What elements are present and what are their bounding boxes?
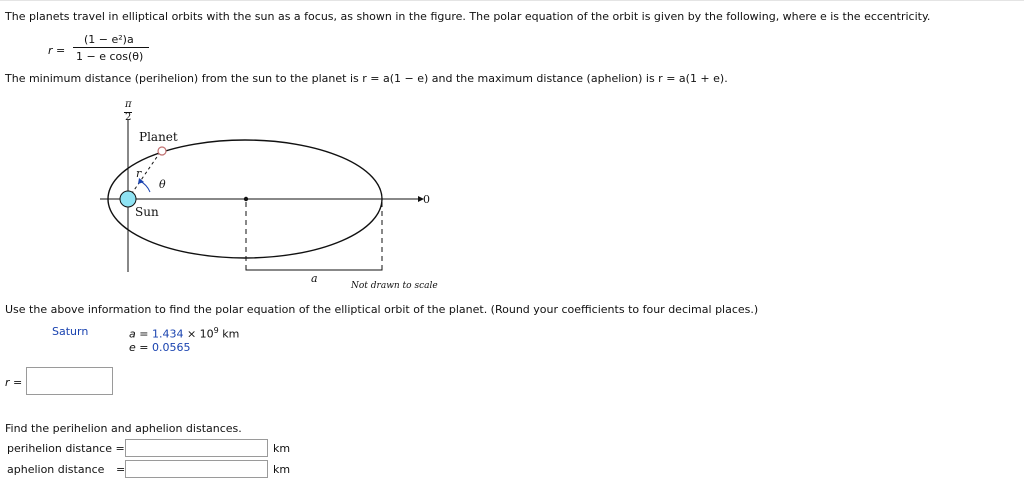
instruction-text: Use the above information to find the polar equation of the elliptical orbit of the planet. (Round your coefficients to four decimal places.) [5, 303, 759, 316]
e-prefix: e = [129, 341, 152, 354]
equation-lhs: r = [48, 44, 66, 57]
r-answer-field[interactable] [26, 367, 113, 395]
a-bracket [246, 268, 382, 270]
top-divider [0, 0, 1024, 1]
a-exponent: 9 [213, 326, 219, 335]
a-prefix: a = [129, 327, 152, 341]
a-value-line [129, 326, 239, 341]
ellipse-center [244, 197, 248, 201]
perihelion-unit: km [273, 442, 291, 455]
equation-denominator: 1 − e cos(θ) [76, 50, 144, 63]
distances-text: The minimum distance (perihelion) from the sun to the planet is r = a(1 − e) and the maximum distance (aphelion) is r = a(1 + e). [5, 72, 728, 85]
planet-icon [158, 147, 166, 155]
zero-label: 0 [423, 193, 430, 206]
scale-note: Not drawn to scale [351, 281, 438, 291]
intro-text: The planets travel in elliptical orbits with the sun as a focus, as shown in the figure. The polar equation of the orbit is given by the following, where e is the eccentricity. [5, 10, 931, 23]
r-label: r [136, 167, 142, 180]
aphelion-equals: = [116, 463, 126, 476]
e-value-line [129, 341, 190, 354]
r-answer-label: r = [5, 376, 23, 389]
theta-label: θ [159, 178, 166, 191]
perihelion-label: perihelion distance = [7, 442, 125, 455]
two-label: 2 [125, 112, 132, 123]
sun-icon [120, 191, 136, 207]
orbit-diagram [95, 98, 440, 293]
planet-name: Saturn [52, 325, 89, 338]
aphelion-label: aphelion distance [7, 463, 105, 476]
perihelion-field[interactable] [125, 439, 268, 457]
aphelion-unit: km [273, 463, 291, 476]
equation-numerator: (1 − e²)a [84, 33, 134, 46]
pi-label: π [125, 99, 132, 110]
aphelion-field[interactable] [125, 460, 268, 478]
a-value: 1.434 [151, 327, 184, 341]
sun-label: Sun [135, 205, 159, 219]
fraction-bar [73, 47, 149, 48]
distances-heading: Find the perihelion and aphelion distances. [5, 422, 242, 435]
a-times: × 10 [183, 327, 214, 341]
a-label: a [311, 272, 318, 285]
e-value: 0.0565 [151, 341, 191, 354]
planet-label: Planet [139, 130, 178, 144]
a-unit: km [218, 327, 240, 341]
